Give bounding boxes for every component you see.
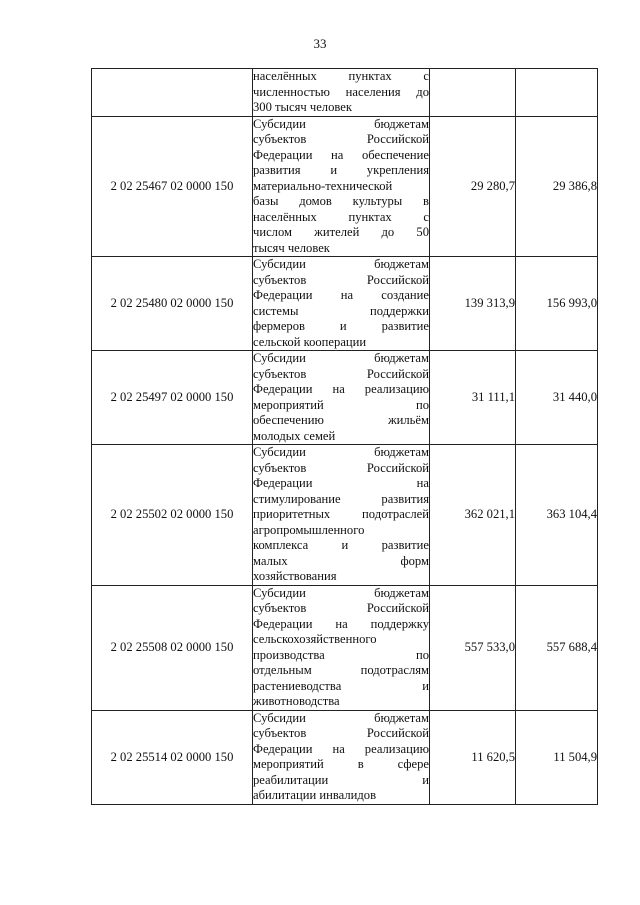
- budget-code-cell: 2 02 25467 02 0000 150: [92, 116, 253, 257]
- table-row: [92, 445, 598, 586]
- budget-code-cell: 2 02 25514 02 0000 150: [92, 710, 253, 804]
- description-line: Субсидии бюджетам: [253, 257, 429, 271]
- description-line: Субсидии бюджетам: [253, 351, 429, 365]
- description-line: субъектов Российской: [253, 132, 429, 146]
- description-cell: [253, 710, 430, 804]
- table-row: [92, 710, 598, 804]
- description-line: Федерации на обеспечение: [253, 147, 429, 162]
- description-line: приоритетных подотраслей: [253, 507, 429, 521]
- amount-year-1-cell: 31 111,1: [430, 351, 516, 445]
- description-line: 300 тысяч человек: [253, 100, 352, 114]
- amount-year-1-cell: 557 533,0: [430, 585, 516, 710]
- amount-year-1-cell: 139 313,9: [430, 257, 516, 351]
- description-line: развития и укрепления: [253, 163, 429, 177]
- description-line: сельской кооперации: [253, 334, 367, 349]
- description-cell: [253, 351, 430, 445]
- description-line: населённых пунктах с: [253, 209, 429, 224]
- description-line: численностью населения до: [253, 84, 429, 99]
- description-line: производства по: [253, 647, 429, 662]
- amount-year-2-cell: 363 104,4: [516, 445, 598, 586]
- amount-year-2-cell: 156 993,0: [516, 257, 598, 351]
- budget-code-cell: 2 02 25497 02 0000 150: [92, 351, 253, 445]
- description-line: обеспечению жильём: [253, 413, 429, 427]
- description-line: населённых пунктах с: [253, 69, 429, 83]
- description-line: растениеводства и: [253, 678, 429, 693]
- amount-year-2-cell: [516, 69, 598, 117]
- amount-year-1-cell: 362 021,1: [430, 445, 516, 586]
- description-line: Субсидии бюджетам: [253, 585, 429, 600]
- description-cell: [253, 445, 430, 586]
- budget-code-cell: 2 02 25502 02 0000 150: [92, 445, 253, 586]
- page-number: 33: [313, 36, 327, 51]
- description-line: агропромышленного: [253, 522, 365, 537]
- description-line: Федерации на создание: [253, 288, 429, 302]
- table-row: [92, 351, 598, 445]
- description-cell: [253, 116, 430, 257]
- table-row: [92, 585, 598, 710]
- description-line: хозяйствования: [253, 569, 337, 583]
- description-line: числом жителей до 50: [253, 225, 429, 239]
- table-body: [92, 69, 598, 805]
- description-line: системы поддержки: [253, 303, 429, 318]
- description-line: мероприятий в сфере: [253, 757, 429, 771]
- amount-year-2-cell: 11 504,9: [516, 710, 598, 804]
- description-line: Федерации на: [253, 476, 429, 490]
- budget-table: [91, 68, 598, 805]
- description-line: Субсидии бюджетам: [253, 710, 429, 725]
- amount-year-1-cell: [430, 69, 516, 117]
- budget-code-cell: [92, 69, 253, 117]
- description-line: фермеров и развитие: [253, 319, 429, 333]
- description-line: Федерации на реализацию: [253, 382, 429, 396]
- description-line: материально-технической: [253, 178, 393, 193]
- description-line: Субсидии бюджетам: [253, 116, 429, 131]
- table-row: [92, 69, 598, 117]
- description-line: субъектов Российской: [253, 366, 429, 381]
- description-line: тысяч человек: [253, 240, 330, 255]
- description-line: субъектов Российской: [253, 601, 429, 615]
- description-line: стимулирование развития: [253, 491, 429, 506]
- amount-year-2-cell: 31 440,0: [516, 351, 598, 445]
- description-line: комплекса и развитие: [253, 538, 429, 552]
- description-cell: [253, 585, 430, 710]
- description-line: отдельным подотраслям: [253, 663, 429, 677]
- description-line: молодых семей: [253, 428, 336, 443]
- amount-year-2-cell: 29 386,8: [516, 116, 598, 257]
- table-row: [92, 116, 598, 257]
- description-cell: [253, 69, 430, 117]
- budget-code-cell: 2 02 25508 02 0000 150: [92, 585, 253, 710]
- description-line: мероприятий по: [253, 397, 429, 412]
- description-line: Федерации на поддержку: [253, 616, 429, 631]
- description-line: Субсидии бюджетам: [253, 445, 429, 459]
- amount-year-2-cell: 557 688,4: [516, 585, 598, 710]
- budget-code-cell: 2 02 25480 02 0000 150: [92, 257, 253, 351]
- description-line: абилитации инвалидов: [253, 788, 377, 802]
- amount-year-1-cell: 11 620,5: [430, 710, 516, 804]
- amount-year-1-cell: 29 280,7: [430, 116, 516, 257]
- description-line: реабилитации и: [253, 772, 429, 787]
- description-line: базы домов культуры в: [253, 194, 429, 208]
- description-line: малых форм: [253, 553, 429, 568]
- description-line: субъектов Российской: [253, 460, 429, 475]
- table-row: [92, 257, 598, 351]
- description-cell: [253, 257, 430, 351]
- description-line: субъектов Российской: [253, 272, 429, 287]
- description-line: субъектов Российской: [253, 726, 429, 740]
- description-line: животноводства: [253, 694, 340, 708]
- description-line: Федерации на реализацию: [253, 741, 429, 756]
- description-line: сельскохозяйственного: [253, 632, 377, 646]
